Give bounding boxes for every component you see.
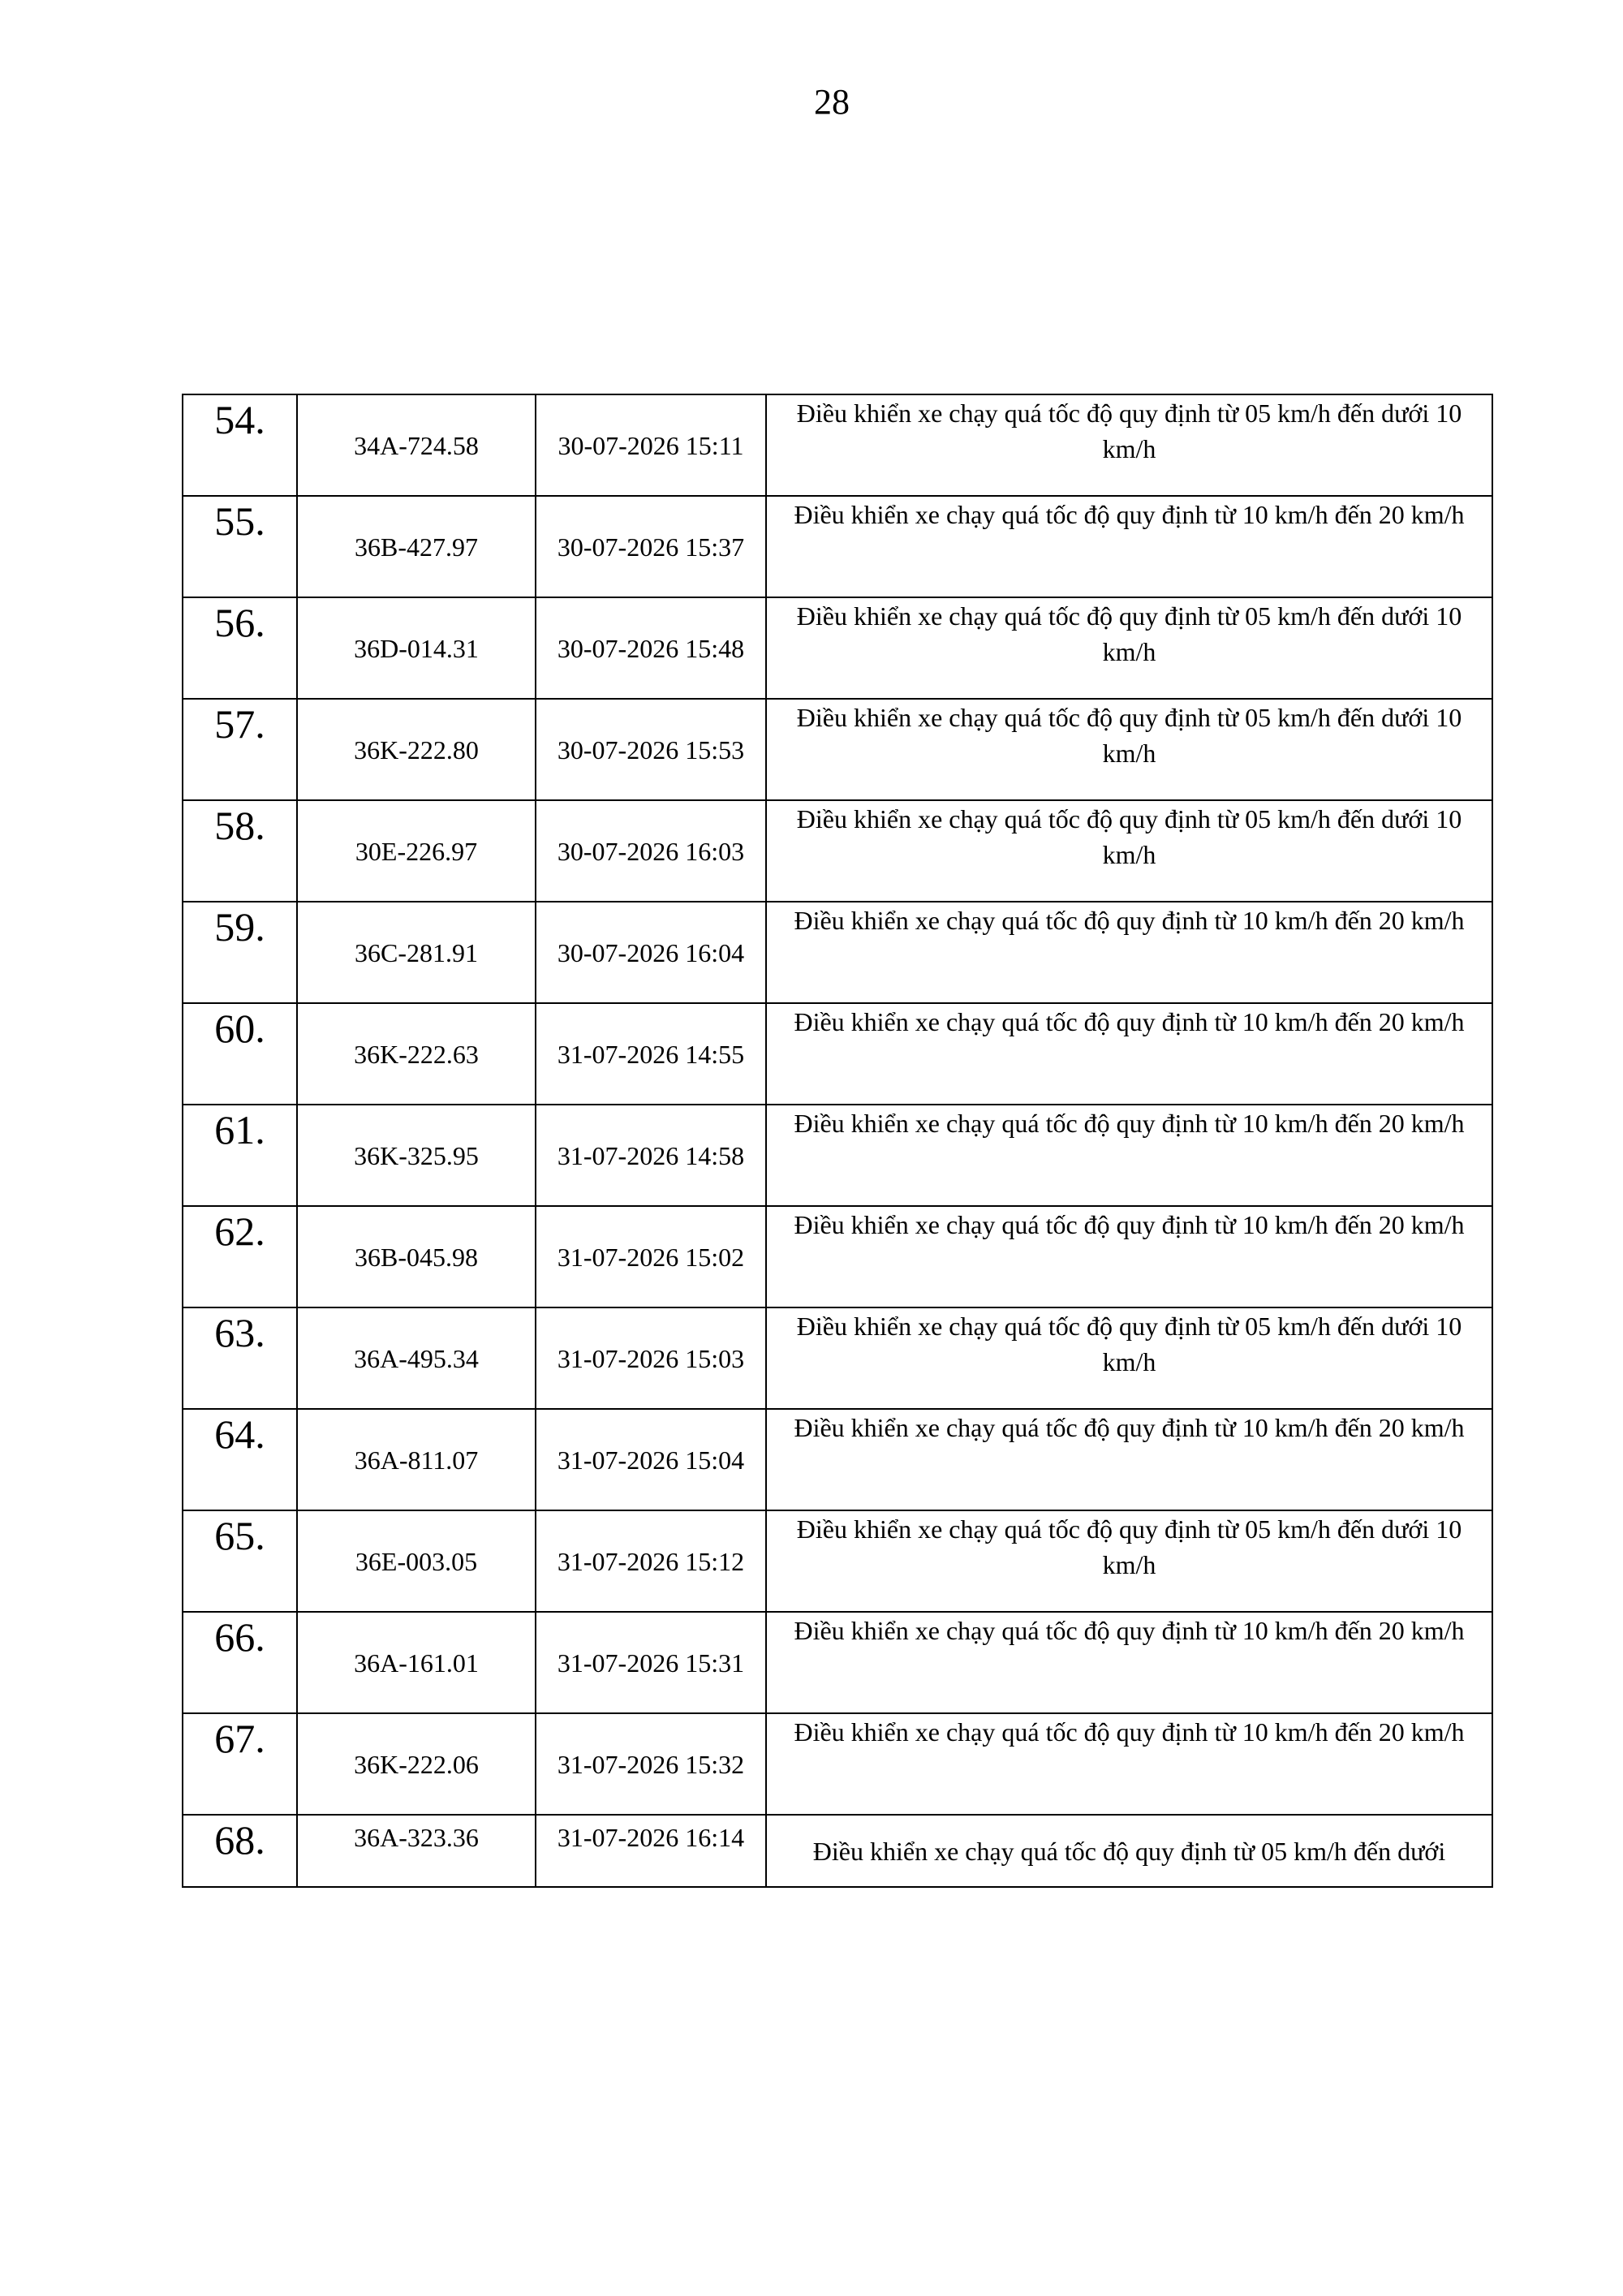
row-number: 65. (183, 1510, 297, 1612)
violation-description: Điều khiển xe chạy quá tốc độ quy định từ 10 km/h đến 20 km/h (766, 1612, 1492, 1713)
table-row (183, 1307, 1492, 1409)
table-row (183, 1612, 1492, 1713)
violation-description: Điều khiển xe chạy quá tốc độ quy định từ 10 km/h đến 20 km/h (766, 902, 1492, 1003)
violation-time: 30-07-2026 16:04 (536, 902, 766, 1003)
violation-description: Điều khiển xe chạy quá tốc độ quy định từ 05 km/h đến dưới 10 km/h (766, 800, 1492, 902)
violation-description: Điều khiển xe chạy quá tốc độ quy định từ 10 km/h đến 20 km/h (766, 1206, 1492, 1307)
page-number: 28 (814, 82, 850, 122)
table-row (183, 1409, 1492, 1510)
row-number: 61. (183, 1105, 297, 1206)
violation-description: Điều khiển xe chạy quá tốc độ quy định từ 05 km/h đến dưới (766, 1815, 1492, 1887)
violation-time: 31-07-2026 15:03 (536, 1307, 766, 1409)
row-number: 60. (183, 1003, 297, 1105)
table-row (183, 394, 1492, 496)
violation-time: 31-07-2026 15:02 (536, 1206, 766, 1307)
violation-time: 31-07-2026 16:14 (536, 1815, 766, 1887)
license-plate: 36K-222.06 (297, 1713, 536, 1815)
license-plate: 36A-161.01 (297, 1612, 536, 1713)
violation-time: 30-07-2026 15:53 (536, 699, 766, 800)
table-row (183, 902, 1492, 1003)
violation-time: 31-07-2026 15:32 (536, 1713, 766, 1815)
violation-description: Điều khiển xe chạy quá tốc độ quy định từ 05 km/h đến dưới 10 km/h (766, 699, 1492, 800)
license-plate: 36B-427.97 (297, 496, 536, 597)
license-plate: 36A-811.07 (297, 1409, 536, 1510)
license-plate: 36K-222.80 (297, 699, 536, 800)
violation-description: Điều khiển xe chạy quá tốc độ quy định từ 10 km/h đến 20 km/h (766, 1003, 1492, 1105)
license-plate: 36C-281.91 (297, 902, 536, 1003)
violation-time: 30-07-2026 15:48 (536, 597, 766, 699)
row-number: 62. (183, 1206, 297, 1307)
violation-time: 30-07-2026 16:03 (536, 800, 766, 902)
violation-description: Điều khiển xe chạy quá tốc độ quy định từ 10 km/h đến 20 km/h (766, 1409, 1492, 1510)
row-number: 54. (183, 394, 297, 496)
violation-time: 31-07-2026 15:12 (536, 1510, 766, 1612)
table-row (183, 1510, 1492, 1612)
table-row (183, 1003, 1492, 1105)
violation-time: 31-07-2026 15:31 (536, 1612, 766, 1713)
table-row (183, 1206, 1492, 1307)
violation-description: Điều khiển xe chạy quá tốc độ quy định từ 10 km/h đến 20 km/h (766, 1713, 1492, 1815)
row-number: 63. (183, 1307, 297, 1409)
violation-time: 31-07-2026 14:58 (536, 1105, 766, 1206)
violation-time: 31-07-2026 14:55 (536, 1003, 766, 1105)
violation-description: Điều khiển xe chạy quá tốc độ quy định từ 05 km/h đến dưới 10 km/h (766, 394, 1492, 496)
violations-table-body (183, 394, 1492, 1887)
violation-description: Điều khiển xe chạy quá tốc độ quy định từ 05 km/h đến dưới 10 km/h (766, 1307, 1492, 1409)
row-number: 56. (183, 597, 297, 699)
violation-description: Điều khiển xe chạy quá tốc độ quy định từ 05 km/h đến dưới 10 km/h (766, 1510, 1492, 1612)
license-plate: 36A-495.34 (297, 1307, 536, 1409)
row-number: 68. (183, 1815, 297, 1887)
table-row (183, 1713, 1492, 1815)
table-row (183, 496, 1492, 597)
license-plate: 36K-222.63 (297, 1003, 536, 1105)
row-number: 55. (183, 496, 297, 597)
violation-time: 30-07-2026 15:11 (536, 394, 766, 496)
license-plate: 36K-325.95 (297, 1105, 536, 1206)
row-number: 64. (183, 1409, 297, 1510)
license-plate: 30E-226.97 (297, 800, 536, 902)
row-number: 67. (183, 1713, 297, 1815)
license-plate: 36D-014.31 (297, 597, 536, 699)
license-plate: 34A-724.58 (297, 394, 536, 496)
license-plate: 36E-003.05 (297, 1510, 536, 1612)
license-plate: 36A-323.36 (297, 1815, 536, 1887)
violation-time: 30-07-2026 15:37 (536, 496, 766, 597)
table-row (183, 597, 1492, 699)
table-row (183, 1815, 1492, 1887)
violation-description: Điều khiển xe chạy quá tốc độ quy định từ 05 km/h đến dưới 10 km/h (766, 597, 1492, 699)
row-number: 66. (183, 1612, 297, 1713)
violations-table (182, 394, 1493, 1888)
row-number: 57. (183, 699, 297, 800)
row-number: 58. (183, 800, 297, 902)
table-row (183, 699, 1492, 800)
row-number: 59. (183, 902, 297, 1003)
table-row (183, 1105, 1492, 1206)
violation-description: Điều khiển xe chạy quá tốc độ quy định từ 10 km/h đến 20 km/h (766, 1105, 1492, 1206)
violation-time: 31-07-2026 15:04 (536, 1409, 766, 1510)
table-row (183, 800, 1492, 902)
license-plate: 36B-045.98 (297, 1206, 536, 1307)
violation-description: Điều khiển xe chạy quá tốc độ quy định từ 10 km/h đến 20 km/h (766, 496, 1492, 597)
